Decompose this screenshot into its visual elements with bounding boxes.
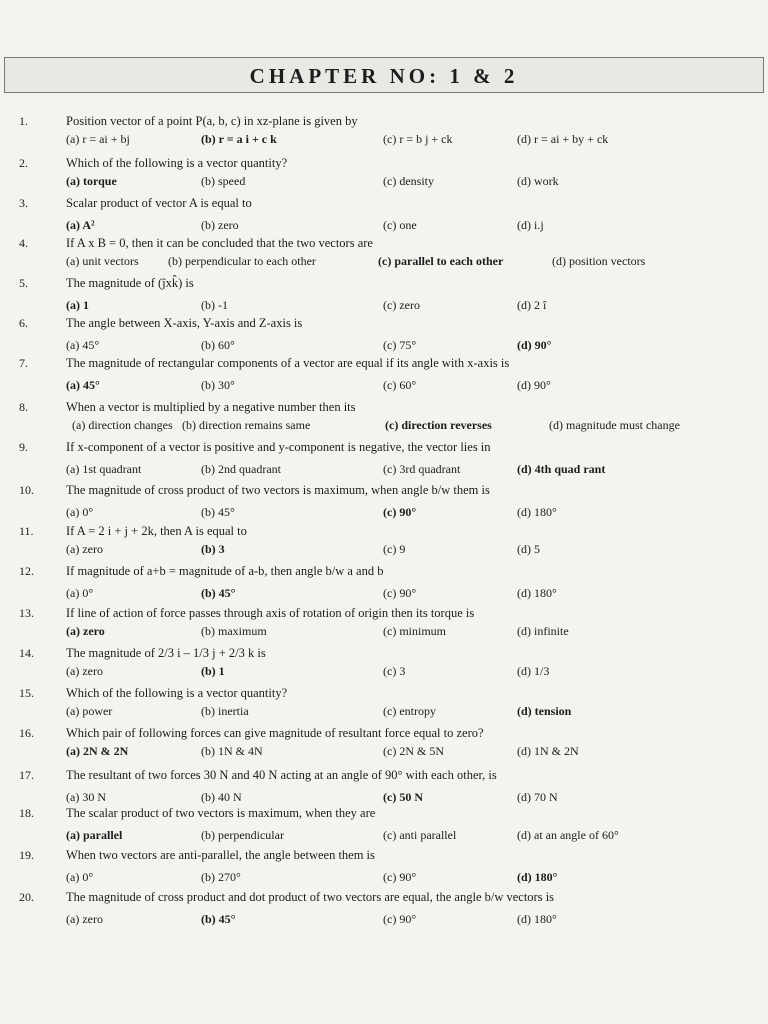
answer-option: (c) 90° (383, 505, 417, 519)
answer-option: (c) entropy (383, 704, 436, 718)
answer-option: (a) r = ai + bj (66, 132, 130, 146)
answer-option: (d) tension (517, 704, 572, 718)
question-number: 19. (19, 848, 34, 862)
answer-option: (d) 5 (517, 542, 540, 556)
question-number: 3. (19, 196, 28, 210)
question-text: The magnitude of rectangular components of a vector are equal if its angle with x-axis is (66, 356, 510, 370)
answer-option: (c) 75° (383, 338, 417, 352)
question-text: The angle between X-axis, Y-axis and Z-axis is (66, 316, 303, 330)
answer-option: (c) direction reverses (385, 418, 492, 432)
answer-option: (a) 2N & 2N (66, 744, 129, 758)
answer-option: (d) 180° (517, 505, 557, 519)
answer-option: (b) speed (201, 174, 246, 188)
answer-option: (d) at an angle of 60° (517, 828, 619, 842)
answer-option: (c) r = b j + ck (383, 132, 453, 146)
answer-option: (b) maximum (201, 624, 267, 638)
answer-option: (b) perpendicular (201, 828, 284, 842)
question-number: 8. (19, 400, 28, 414)
answer-option: (d) magnitude must change (549, 418, 680, 432)
answer-option: (b) r = a i + c k (201, 132, 277, 146)
answer-option: (d) infinite (517, 624, 569, 638)
question-text: The magnitude of cross product and dot product of two vectors are equal, the angle b/w vectors is (66, 890, 555, 904)
answer-option: (a) direction changes (72, 418, 173, 432)
answer-option: (a) 45° (66, 378, 100, 392)
answer-option: (b) inertia (201, 704, 249, 718)
answer-option: (b) 45° (201, 912, 236, 926)
question-text: If line of action of force passes through axis of rotation of origin then its torque is (66, 606, 475, 620)
answer-option: (d) 1/3 (517, 664, 550, 678)
answer-option: (a) parallel (66, 828, 123, 842)
answer-option: (d) 1N & 2N (517, 744, 579, 758)
chapter-title: CHAPTER NO: 1 & 2 (4, 57, 764, 93)
answer-option: (c) 3rd quadrant (383, 462, 461, 476)
answer-option: (c) 60° (383, 378, 417, 392)
answer-option: (b) 40 N (201, 790, 242, 804)
question-number: 6. (19, 316, 28, 330)
answer-option: (b) direction remains same (182, 418, 311, 432)
answer-option: (b) 60° (201, 338, 235, 352)
answer-option: (d) 70 N (517, 790, 558, 804)
question-number: 11. (19, 524, 34, 538)
answer-option: (a) 1 (66, 298, 89, 312)
question-text: Which of the following is a vector quantity? (66, 156, 288, 170)
question-text: When a vector is multiplied by a negative number then its (66, 400, 356, 414)
answer-option: (a) 1st quadrant (66, 462, 142, 476)
question-number: 9. (19, 440, 28, 454)
answer-option: (c) 90° (383, 870, 417, 884)
question-text: When two vectors are anti-parallel, the angle between them is (66, 848, 375, 862)
answer-option: (d) 2 î (517, 298, 547, 312)
answer-option: (c) 90° (383, 912, 417, 926)
answer-option: (c) zero (383, 298, 420, 312)
answer-option: (d) 180° (517, 586, 557, 600)
answer-option: (d) position vectors (552, 254, 646, 268)
question-number: 20. (19, 890, 34, 904)
answer-option: (c) 90° (383, 586, 417, 600)
answer-option: (b) 3 (201, 542, 225, 556)
question-text: The magnitude of cross product of two vectors is maximum, when angle b/w them is (66, 483, 490, 497)
answer-option: (a) 0° (66, 870, 94, 884)
answer-option: (d) 180° (517, 870, 558, 884)
question-text: If magnitude of a+b = magnitude of a-b, then angle b/w a and b (66, 564, 384, 578)
question-text: Which pair of following forces can give magnitude of resultant force equal to zero? (66, 726, 484, 740)
answer-option: (c) one (383, 218, 417, 232)
answer-option: (b) 1 (201, 664, 225, 678)
question-text: Scalar product of vector A is equal to (66, 196, 252, 210)
question-number: 4. (19, 236, 28, 250)
question-text: The magnitude of (ĵxk̂) is (66, 276, 194, 290)
answer-option: (c) minimum (383, 624, 446, 638)
answer-option: (a) unit vectors (66, 254, 139, 268)
answer-option: (d) 90° (517, 378, 551, 392)
answer-option: (c) 50 N (383, 790, 423, 804)
answer-option: (b) 2nd quadrant (201, 462, 281, 476)
question-number: 1. (19, 114, 28, 128)
question-text: Which of the following is a vector quantity? (66, 686, 288, 700)
answer-option: (b) -1 (201, 298, 228, 312)
question-number: 10. (19, 483, 34, 497)
answer-option: (b) 45° (201, 586, 236, 600)
question-number: 16. (19, 726, 34, 740)
answer-option: (d) i.j (517, 218, 544, 232)
question-number: 15. (19, 686, 34, 700)
answer-option: (c) anti parallel (383, 828, 457, 842)
answer-option: (d) 4th quad rant (517, 462, 606, 476)
answer-option: (b) perpendicular to each other (168, 254, 316, 268)
answer-option: (c) density (383, 174, 434, 188)
question-text: The magnitude of 2/3 i – 1/3 j + 2/3 k is (66, 646, 266, 660)
answer-option: (a) 30 N (66, 790, 106, 804)
question-text: If A x B = 0, then it can be concluded that the two vectors are (66, 236, 373, 250)
question-number: 2. (19, 156, 28, 170)
answer-option: (c) 9 (383, 542, 406, 556)
question-number: 18. (19, 806, 34, 820)
answer-option: (a) zero (66, 664, 103, 678)
answer-option: (d) 90° (517, 338, 552, 352)
question-text: The resultant of two forces 30 N and 40 N acting at an angle of 90° with each other, is (66, 768, 497, 782)
answer-option: (b) zero (201, 218, 239, 232)
question-text: If x-component of a vector is positive and y-component is negative, the vector lies in (66, 440, 491, 454)
question-text: The scalar product of two vectors is maximum, when they are (66, 806, 376, 820)
answer-option: (c) 2N & 5N (383, 744, 444, 758)
answer-option: (b) 270° (201, 870, 241, 884)
answer-option: (d) 180° (517, 912, 557, 926)
answer-option: (a) A² (66, 218, 95, 232)
question-number: 7. (19, 356, 28, 370)
answer-option: (a) torque (66, 174, 117, 188)
question-text: If A = 2 i + j + 2k, then A is equal to (66, 524, 247, 538)
answer-option: (a) 45° (66, 338, 100, 352)
question-number: 5. (19, 276, 28, 290)
answer-option: (c) parallel to each other (378, 254, 504, 268)
question-number: 12. (19, 564, 34, 578)
answer-option: (a) zero (66, 624, 105, 638)
answer-option: (b) 1N & 4N (201, 744, 263, 758)
answer-option: (a) zero (66, 542, 103, 556)
question-text: Position vector of a point P(a, b, c) in xz-plane is given by (66, 114, 358, 128)
answer-option: (a) 0° (66, 505, 94, 519)
answer-option: (b) 30° (201, 378, 235, 392)
question-number: 17. (19, 768, 34, 782)
answer-option: (d) r = ai + by + ck (517, 132, 609, 146)
answer-option: (b) 45° (201, 505, 235, 519)
answer-option: (d) work (517, 174, 559, 188)
question-number: 14. (19, 646, 34, 660)
answer-option: (c) 3 (383, 664, 406, 678)
answer-option: (a) zero (66, 912, 103, 926)
answer-option: (a) 0° (66, 586, 94, 600)
answer-option: (a) power (66, 704, 113, 718)
question-number: 13. (19, 606, 34, 620)
